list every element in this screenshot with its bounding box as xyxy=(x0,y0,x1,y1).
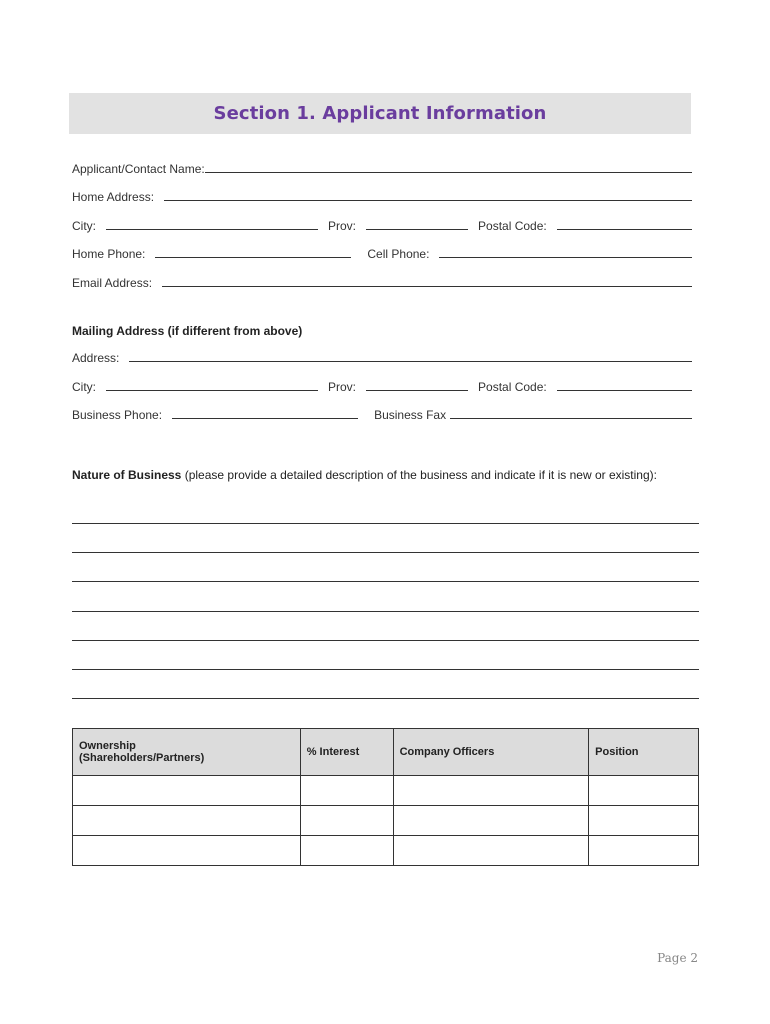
city-row xyxy=(72,219,692,233)
interest-header: % Interest xyxy=(300,729,393,776)
email-row xyxy=(72,276,692,290)
ownership-header-line1: Ownership xyxy=(79,740,136,752)
ownership-cell[interactable] xyxy=(73,806,301,836)
table-row xyxy=(73,776,699,806)
table-header-row xyxy=(73,729,699,776)
position-header: Position xyxy=(589,729,699,776)
contact-name-row xyxy=(72,162,692,176)
description-line[interactable] xyxy=(72,581,699,582)
mailing-address-row xyxy=(72,351,692,365)
mailing-city-row xyxy=(72,380,692,394)
business-fax-field[interactable] xyxy=(450,418,692,419)
ownership-header-line2: (Shareholders/Partners) xyxy=(79,752,205,764)
description-line[interactable] xyxy=(72,552,699,553)
description-line[interactable] xyxy=(72,698,699,699)
section-title: Section 1. Applicant Information xyxy=(213,103,547,124)
description-line[interactable] xyxy=(72,523,699,524)
position-cell[interactable] xyxy=(589,776,699,806)
table-row xyxy=(73,806,699,836)
email-field[interactable] xyxy=(162,286,692,287)
business-phone-label: Business Phone: xyxy=(72,408,163,422)
business-phone-row xyxy=(72,408,692,422)
contact-name-label: Applicant/Contact Name: xyxy=(72,162,205,176)
position-cell[interactable] xyxy=(589,836,699,866)
description-line[interactable] xyxy=(72,640,699,641)
home-phone-label: Home Phone: xyxy=(72,247,146,261)
description-line[interactable] xyxy=(72,669,699,670)
phone-row xyxy=(72,247,692,261)
ownership-cell[interactable] xyxy=(73,836,301,866)
officers-cell[interactable] xyxy=(393,836,589,866)
page-number: Page 2 xyxy=(657,951,698,965)
table-row xyxy=(73,836,699,866)
interest-cell[interactable] xyxy=(300,836,393,866)
mailing-address-label: Address: xyxy=(72,351,120,365)
mailing-city-label: City: xyxy=(72,380,96,394)
officers-header: Company Officers xyxy=(393,729,589,776)
postal-code-label: Postal Code: xyxy=(478,219,547,233)
mailing-postal-code-field[interactable] xyxy=(557,390,692,391)
prov-field[interactable] xyxy=(366,229,468,230)
nature-heading: Nature of Business xyxy=(72,468,182,482)
description-line[interactable] xyxy=(72,611,699,612)
cell-phone-field[interactable] xyxy=(439,257,692,258)
city-label: City: xyxy=(72,219,96,233)
officers-cell[interactable] xyxy=(393,776,589,806)
mailing-heading: Mailing Address (if different from above) xyxy=(72,324,303,338)
business-phone-field[interactable] xyxy=(172,418,358,419)
home-address-label: Home Address: xyxy=(72,190,155,204)
position-cell[interactable] xyxy=(589,806,699,836)
nature-heading-row xyxy=(72,468,657,482)
section-banner xyxy=(69,93,691,134)
home-phone-field[interactable] xyxy=(155,257,351,258)
ownership-header xyxy=(73,729,301,776)
contact-name-field[interactable] xyxy=(205,172,692,173)
interest-cell[interactable] xyxy=(300,806,393,836)
mailing-city-field[interactable] xyxy=(106,390,318,391)
email-label: Email Address: xyxy=(72,276,153,290)
mailing-prov-label: Prov: xyxy=(328,380,357,394)
home-address-row xyxy=(72,190,692,204)
mailing-postal-code-label: Postal Code: xyxy=(478,380,547,394)
officers-cell[interactable] xyxy=(393,806,589,836)
mailing-prov-field[interactable] xyxy=(366,390,468,391)
business-fax-label: Business Fax xyxy=(374,408,447,422)
home-address-field[interactable] xyxy=(164,200,692,201)
mailing-address-field[interactable] xyxy=(129,361,692,362)
interest-cell[interactable] xyxy=(300,776,393,806)
postal-code-field[interactable] xyxy=(557,229,692,230)
ownership-table xyxy=(72,728,699,866)
cell-phone-label: Cell Phone: xyxy=(367,247,430,261)
city-field[interactable] xyxy=(106,229,318,230)
nature-instructions: (please provide a detailed description of the business and indicate if it is new or existing): xyxy=(184,468,657,482)
prov-label: Prov: xyxy=(328,219,357,233)
ownership-cell[interactable] xyxy=(73,776,301,806)
